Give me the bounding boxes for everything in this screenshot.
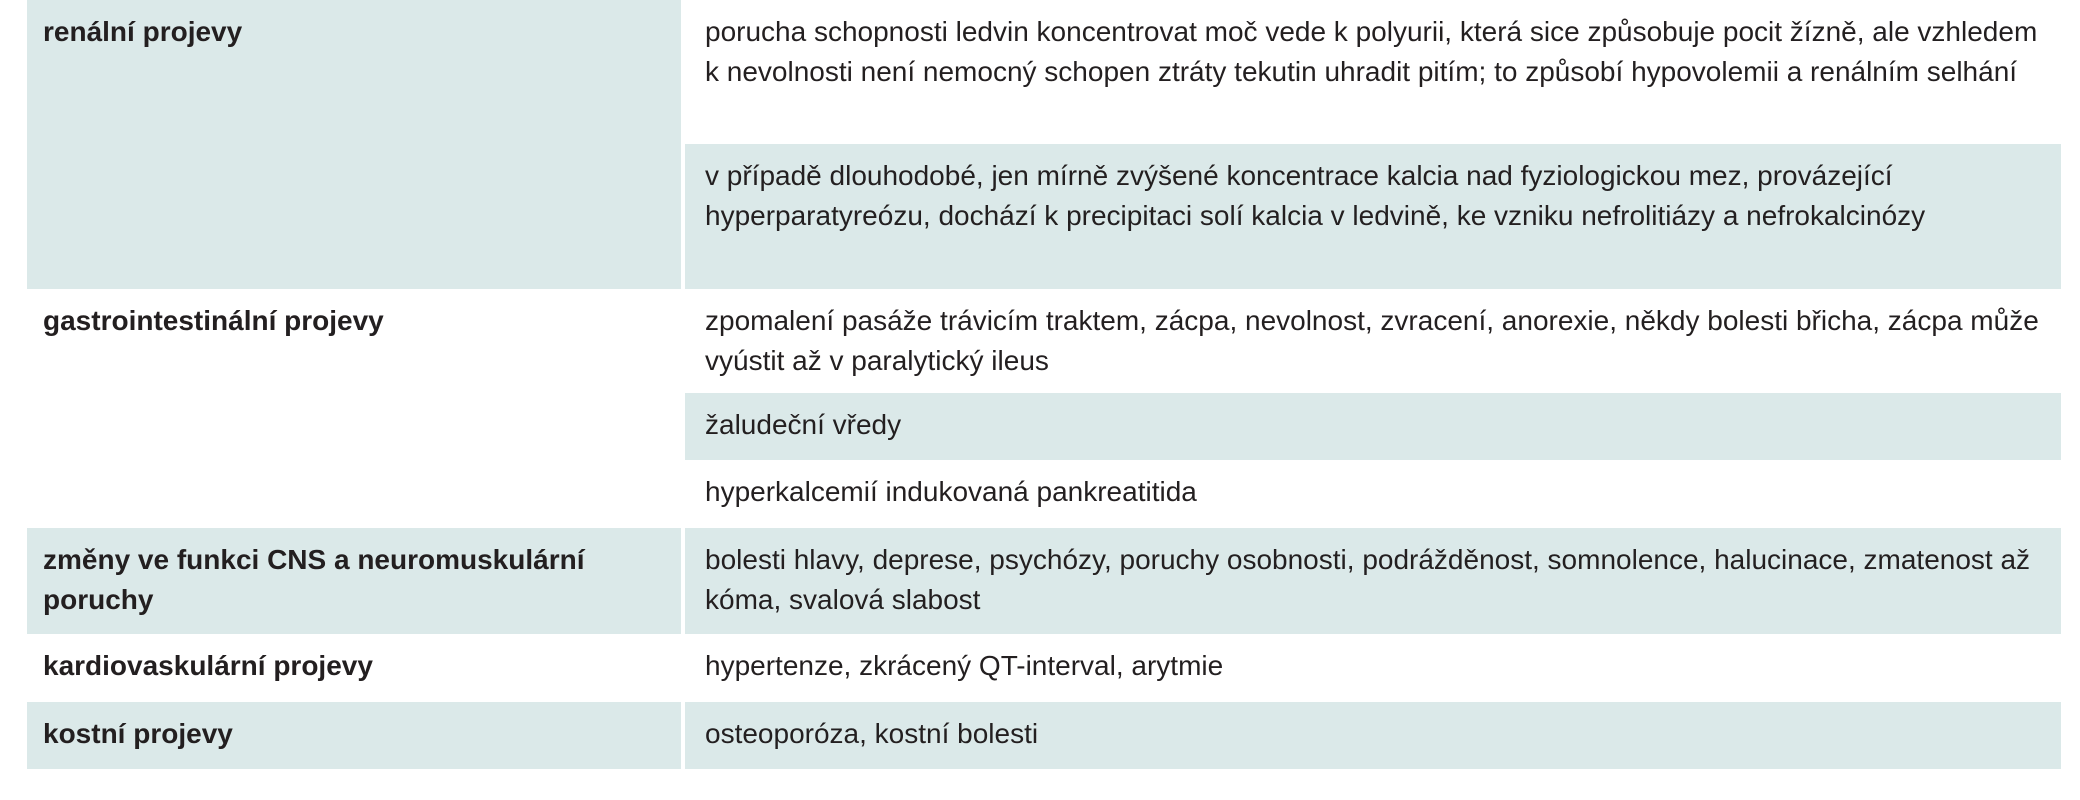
desc-cell: žaludeční vředy (685, 393, 2061, 460)
hypercalcemia-symptoms-table (27, 0, 2057, 769)
row-label-renal: renální projevy (27, 0, 681, 289)
desc-cell: porucha schopnosti ledvin koncentrovat moč vede k polyurii, která sice způsobuje pocit žízně, ale vzhledem k nevolnosti není nemocný schopen ztráty tekutin uhradit pitím; to způsobí hypovolemii a renálním selhání (685, 0, 2061, 144)
desc-cell: zpomalení pasáže trávicím traktem, zácpa, nevolnost, zvracení, anorexie, někdy bolesti břicha, zácpa může vyústit až v paralytický ileus (685, 289, 2061, 393)
row-label-skeletal: kostní projevy (27, 702, 681, 769)
desc-cell: bolesti hlavy, deprese, psychózy, poruchy osobnosti, podrážděnost, somnolence, halucinace, zmatenost až kóma, svalová slabost (685, 528, 2061, 634)
desc-cell: hyperkalcemií indukovaná pankreatitida (685, 460, 2061, 528)
desc-cell: osteoporóza, kostní bolesti (685, 702, 2061, 769)
row-label-cardiovascular: kardiovaskulární projevy (27, 634, 681, 702)
row-label-cns: změny ve funkci CNS a neuromuskulární poruchy (27, 528, 681, 634)
row-descriptions-renal (685, 0, 2061, 289)
row-descriptions-gastrointestinal (685, 289, 2061, 528)
row-descriptions-skeletal (685, 702, 2061, 769)
row-descriptions-cns (685, 528, 2061, 634)
row-label-gastrointestinal: gastrointestinální projevy (27, 289, 681, 528)
row-descriptions-cardiovascular (685, 634, 2061, 702)
desc-cell: hypertenze, zkrácený QT-interval, arytmie (685, 634, 2061, 702)
desc-cell: v případě dlouhodobé, jen mírně zvýšené koncentrace kalcia nad fyziologickou mez, provázející hyperparatyreózu, dochází k precipitaci solí kalcia v ledvině, ke vzniku nefrolitiázy a nefrokalcinózy (685, 144, 2061, 289)
